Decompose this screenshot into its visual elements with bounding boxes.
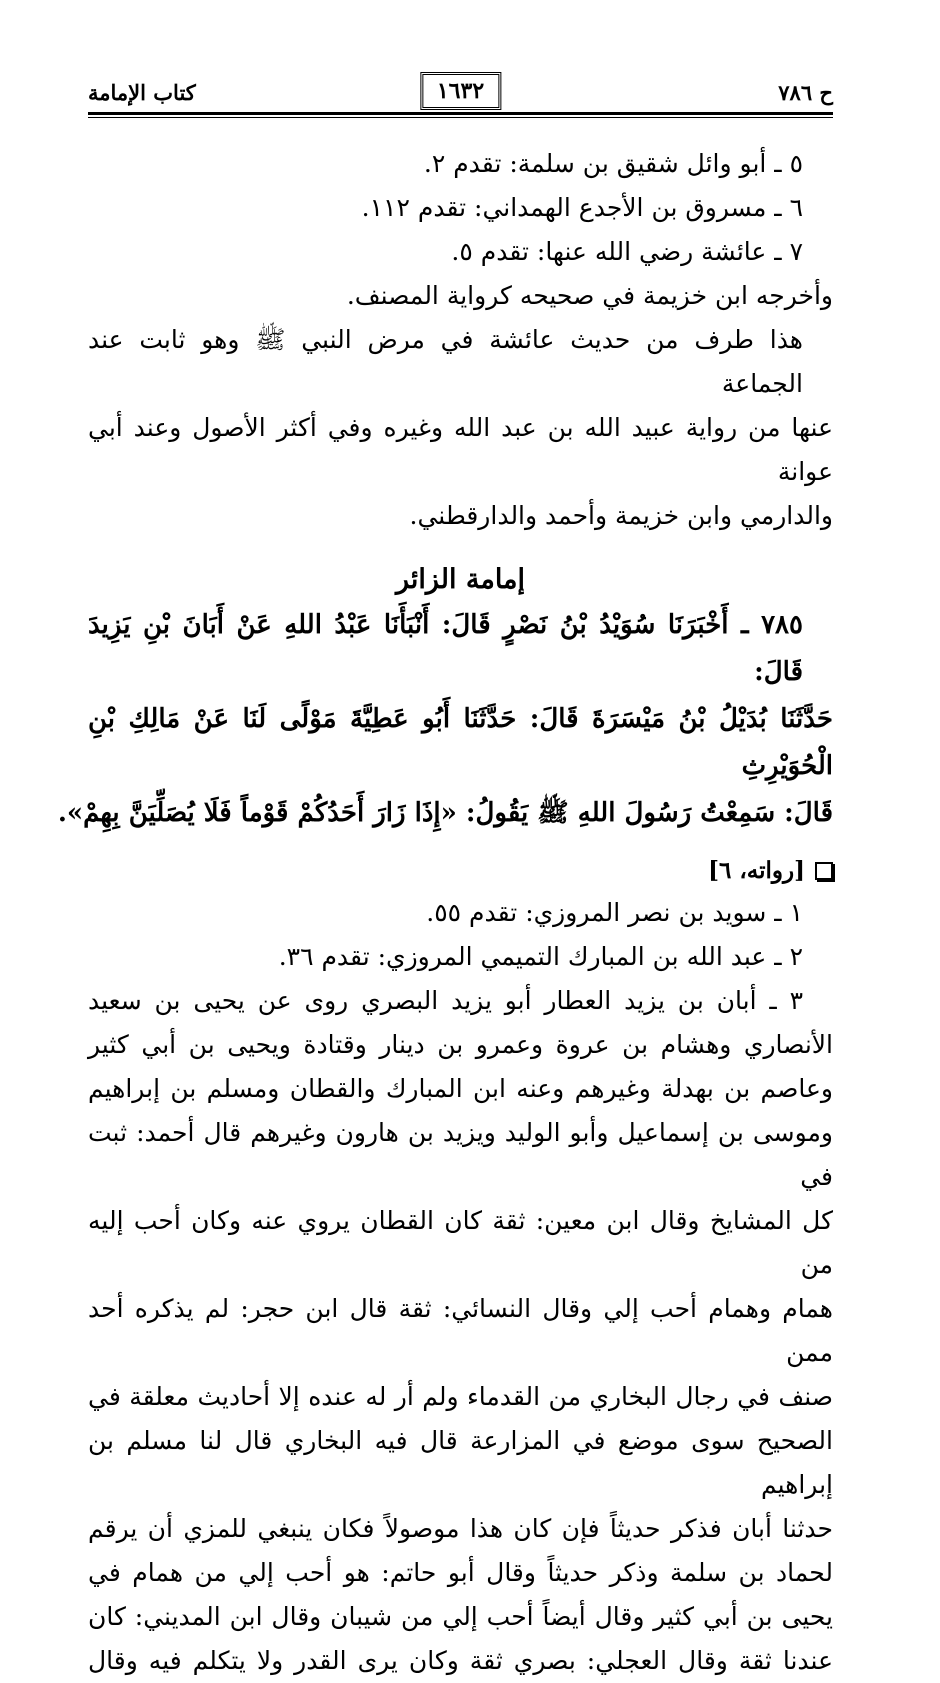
narrator-line: ٢ ـ عبد الله بن المبارك التميمي المروزي: تقدم ٣٦. [278,942,803,971]
narrator-bio-line: الأنصاري وهشام بن عروة وعمرو بن دينار وقتادة ويحيى بن أبي كثير [88,1030,833,1059]
narrator-bio-line: وعاصم بن بهدلة وغيرهم وعنه ابن المبارك والقطان ومسلم بن إبراهيم [88,1074,833,1103]
square-bullet-icon [815,862,833,880]
hadith-line: قَالَ: سَمِعْتُ رَسُولَ اللهِ ﷺ يَقُولُ: «إِذَا زَارَ أَحَدُكُمْ قَوْماً فَلَا يُصَلِّيَنَّ بِهِمْ». [57,798,833,828]
page-number: ١٦٣٢ [420,72,501,110]
narrator-bio-line: الصحيح سوى موضع في المزارعة قال فيه البخاري قال لنا مسلم بن إبراهيم [88,1426,833,1499]
narrator-bio-line: لحماد بن سلمة وذكر حديثاً وقال أبو حاتم: هو أحب إلي من همام في [88,1558,833,1587]
commentary-line: عنها من رواية عبيد الله بن عبد الله وغيره وفي أكثر الأصول وعند أبي عوانة [88,413,833,486]
narrators-heading [88,851,833,891]
narrator-line: ٥ ـ أبو وائل شقيق بن سلمة: تقدم ٢. [423,149,803,178]
page-body [57,142,833,1683]
hadith-line: ٧٨٥ ـ أَخْبَرَنَا سُوَيْدُ بْنُ نَصْرٍ قَالَ: أَنْبَأَنَا عَبْدُ اللهِ عَنْ أَبَانَ بْنِ يَزِيدَ قَالَ: [88,610,803,687]
narrator-bio-line: همام وهمام أحب إلي وقال النسائي: ثقة قال ابن حجر: لم يذكره أحد ممن [88,1294,833,1367]
commentary-line: والدارمي وابن خزيمة وأحمد والدارقطني. [409,501,833,530]
running-header [88,72,833,116]
narrator-bio-line: كل المشايخ وقال ابن معين: ثقة كان القطان يروي عنه وكان أحب إليه من [88,1206,833,1279]
narrator-line: ٦ ـ مسروق بن الأجدع الهمداني: تقدم ١١٢. [361,193,803,222]
narrator-line: ١ ـ سويد بن نصر المروزي: تقدم ٥٥. [426,898,803,927]
narrators-heading-label: [رواته، ٦] [708,857,805,884]
header-rule-thin [88,117,833,118]
narrator-bio-line: يحيى بن أبي كثير وقال أيضاً أحب إلي من شيبان وقال ابن المديني: كان [88,1602,833,1631]
commentary-line: هذا طرف من حديث عائشة في مرض النبي ﷺ وهو ثابت عند الجماعة [88,325,803,398]
narrator-line: ٧ ـ عائشة رضي الله عنها: تقدم ٥. [451,237,803,266]
hadith-line: حَدَّثَنَا بُدَيْلُ بْنُ مَيْسَرَةَ قَالَ: حَدَّثَنَا أَبُو عَطِيَّةَ مَوْلًى لَنَا عَنْ مَالِكِ بْنِ الْحُوَيْرِثِ [88,704,833,781]
header-rule [88,112,833,115]
chapter-title: إمامة الزائر [395,564,526,595]
narrator-bio-line: ٣ ـ أبان بن يزيد العطار أبو يزيد البصري روى عن يحيى بن سعيد [88,986,803,1015]
narrator-bio-line: حدثنا أبان فذكر حديثاً فإن كان هذا موصولاً فكان ينبغي للمزي أن يرقم [88,1514,833,1543]
volume-page-label: ح ٧٨٦ [778,80,833,105]
narrator-bio-line: صنف في رجال البخاري من القدماء ولم أر له عنده إلا أحاديث معلقة في [88,1382,833,1411]
book-title: كتاب الإمامة [88,80,196,105]
narrator-bio-line: وموسى بن إسماعيل وأبو الوليد ويزيد بن هارون وغيرهم قال أحمد: ثبت في [88,1118,833,1191]
takhrij-line: وأخرجه ابن خزيمة في صحيحه كرواية المصنف. [346,281,833,310]
narrator-bio-line: عندنا ثقة وقال العجلي: بصري ثقة وكان يرى القدر ولا يتكلم فيه وقال [88,1646,833,1675]
